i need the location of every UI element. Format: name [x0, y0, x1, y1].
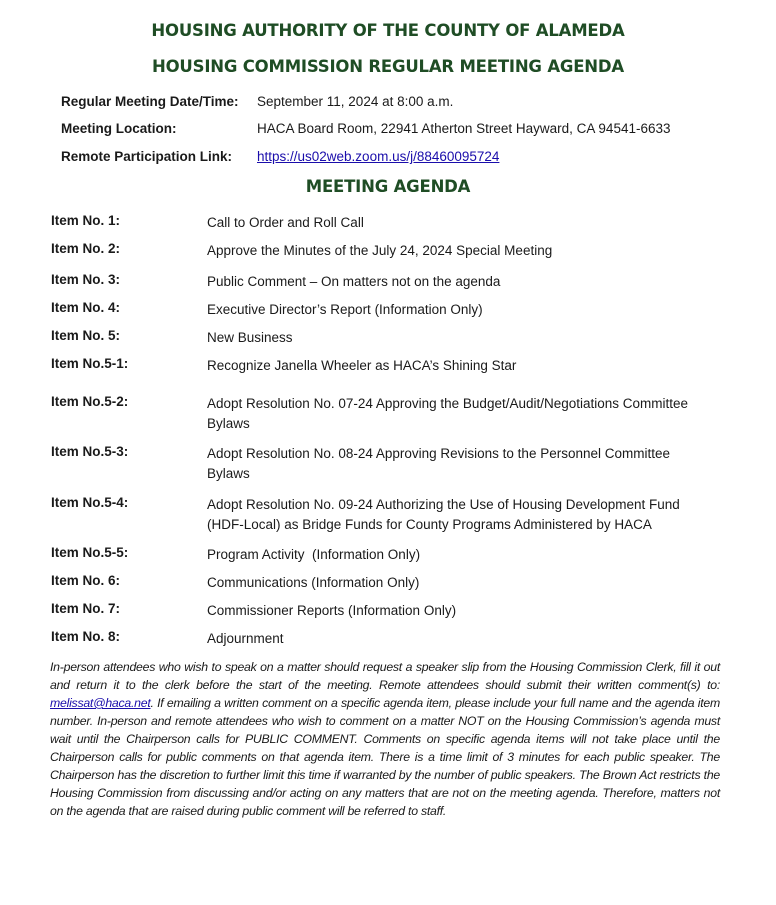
meeting-agenda-heading: MEETING AGENDA: [305, 177, 471, 196]
agenda-title: HOUSING COMMISSION REGULAR MEETING AGENDA: [152, 57, 624, 76]
organization-title: HOUSING AUTHORITY OF THE COUNTY OF ALAMEDA: [151, 21, 625, 40]
item-description: Call to Order and Roll Call: [207, 215, 364, 230]
notice-text-part-1: In-person attendees who wish to speak on a matter should request a speaker slip from the Housing Commission Clerk, fill it out and return it to the clerk before the start of the meeting. Remote attendees should submit their written comment(s) to:: [50, 660, 720, 692]
item-number: Item No. 3:: [51, 272, 121, 287]
item-description: Adopt Resolution No. 07-24 Approving the Budget/Audit/Negotiations Committee Bylaws: [207, 396, 689, 431]
item-description: Public Comment – On matters not on the agenda: [207, 274, 501, 289]
item-number: Item No. 5:: [51, 328, 121, 343]
item-description: Recognize Janella Wheeler as HACA’s Shining Star: [207, 358, 517, 373]
item-number: Item No.5-5:: [51, 545, 129, 560]
item-description: Commissioner Reports (Information Only): [207, 603, 457, 618]
public-comment-notice: [50, 658, 720, 820]
item-number: Item No. 8:: [51, 629, 121, 644]
item-number: Item No.5-4:: [51, 495, 129, 510]
clerk-email-link[interactable]: melissat@haca.net: [50, 696, 151, 710]
item-description: Program Activity (Information Only): [207, 547, 421, 562]
item-description: Executive Director’s Report (Information Only): [207, 302, 483, 317]
item-description: Approve the Minutes of the July 24, 2024 Special Meeting: [207, 243, 553, 258]
item-number: Item No. 4:: [51, 300, 121, 315]
item-number: Item No. 2:: [51, 241, 121, 256]
item-description: Adopt Resolution No. 08-24 Approving Revisions to the Personnel Committee Bylaws: [207, 446, 671, 481]
remote-link-label: Remote Participation Link:: [61, 149, 233, 164]
meeting-location-label: Meeting Location:: [61, 121, 177, 136]
item-number: Item No. 1:: [51, 213, 121, 228]
item-description: New Business: [207, 330, 293, 345]
item-number: Item No. 6:: [51, 573, 121, 588]
item-description: Communications (Information Only): [207, 575, 420, 590]
item-number: Item No.5-1:: [51, 356, 129, 371]
item-description: Adopt Resolution No. 09-24 Authorizing the Use of Housing Development Fund (HDF-Local) as Bridge Funds for County Programs Administered by HACA: [207, 497, 680, 532]
notice-text-part-2: . If emailing a written comment on a specific agenda item, please include your full name and the agenda item number. In-person and remote attendees who wish to comment on a matter NOT on the Housing Commission’s agenda must wait until the Chairperson calls for PUBLIC COMMENT. Comments on specific agenda items will not take place until the Chairperson calls for public comments on that agenda item. There is a time limit of 3 minutes for each public speaker. The Chairperson has the discretion to further limit this time if warranted by the number of public speakers. The Brown Act restricts the Housing Commission from discussing and/or acting on any matters that are not on the meeting agenda. Therefore, matters not on the agenda that are raised during public comment will be referred to staff.: [50, 696, 720, 818]
meeting-date-value: September 11, 2024 at 8:00 a.m.: [257, 94, 454, 109]
item-number: Item No.5-3:: [51, 444, 129, 459]
remote-participation-link[interactable]: https://us02web.zoom.us/j/88460095724: [257, 149, 500, 164]
item-number: Item No. 7:: [51, 601, 121, 616]
item-description: Adjournment: [207, 631, 284, 646]
meeting-location-value: HACA Board Room, 22941 Atherton Street Hayward, CA 94541-6633: [257, 121, 671, 136]
meeting-date-label: Regular Meeting Date/Time:: [61, 94, 239, 109]
item-number: Item No.5-2:: [51, 394, 129, 409]
